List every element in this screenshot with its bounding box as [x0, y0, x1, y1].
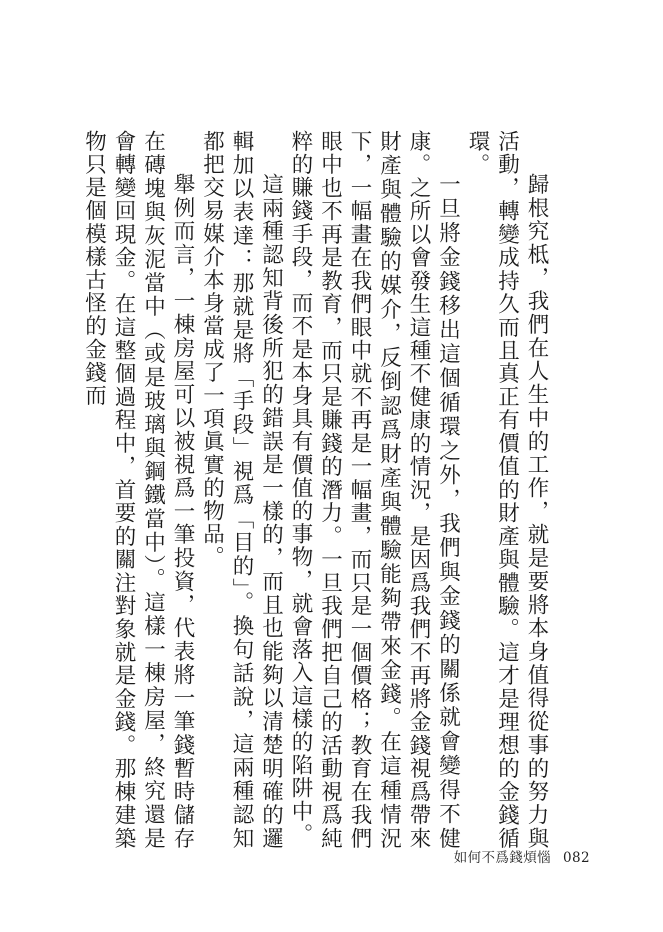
paragraph-4: 舉例而言，一棟房屋可以被視爲一筆投資，代表將一筆錢暫時儲存在磚塊與灰泥當中（或是玻璃與鋼鐵當中）。這樣一棟房屋，終究還是會轉變回現金。在這整個過程中，首要的關注對象就是金錢。那棟建築物只是個模樣古怪的金錢而: [81, 130, 195, 850]
paragraph-1: 歸根究柢，我們在人生中的工作，就是要將本身值得從事的努力與活動，轉變成持久而且真正有價值的財產與體驗。這才是理想的金錢循環。: [465, 130, 549, 850]
page-number: 082: [563, 850, 590, 866]
vertical-text-block: [79, 130, 551, 850]
page-footer: [454, 846, 590, 866]
paragraph-2: 一旦將金錢移出這個循環之外，我們與金錢的關係就會變得不健康。之所以會發生這種不健康的情況，是因爲我們不再將金錢視爲帶來財產與體驗的媒介，反倒認爲財產與體驗能夠帶來金錢。在這種情況下，一幅畫在我們眼中就不再是一幅畫，而只是一個價格；教育在我們眼中也不再是教育，而只是賺錢的潛力。一旦我們把自己的活動視爲純粹的賺錢手段，而不是本身具有價值的事物，就會落入這樣的陷阱中。: [288, 130, 461, 850]
book-title: 如何不爲錢煩惱: [453, 850, 552, 866]
paragraph-3: 這兩種認知背後所犯的錯誤是一樣的，而且也能夠以清楚明確的邏輯加以表達：那就是將「手段」視爲「目的」。換句話說，這兩種認知都把交易媒介本身當成了一項眞實的物品。: [199, 130, 284, 850]
